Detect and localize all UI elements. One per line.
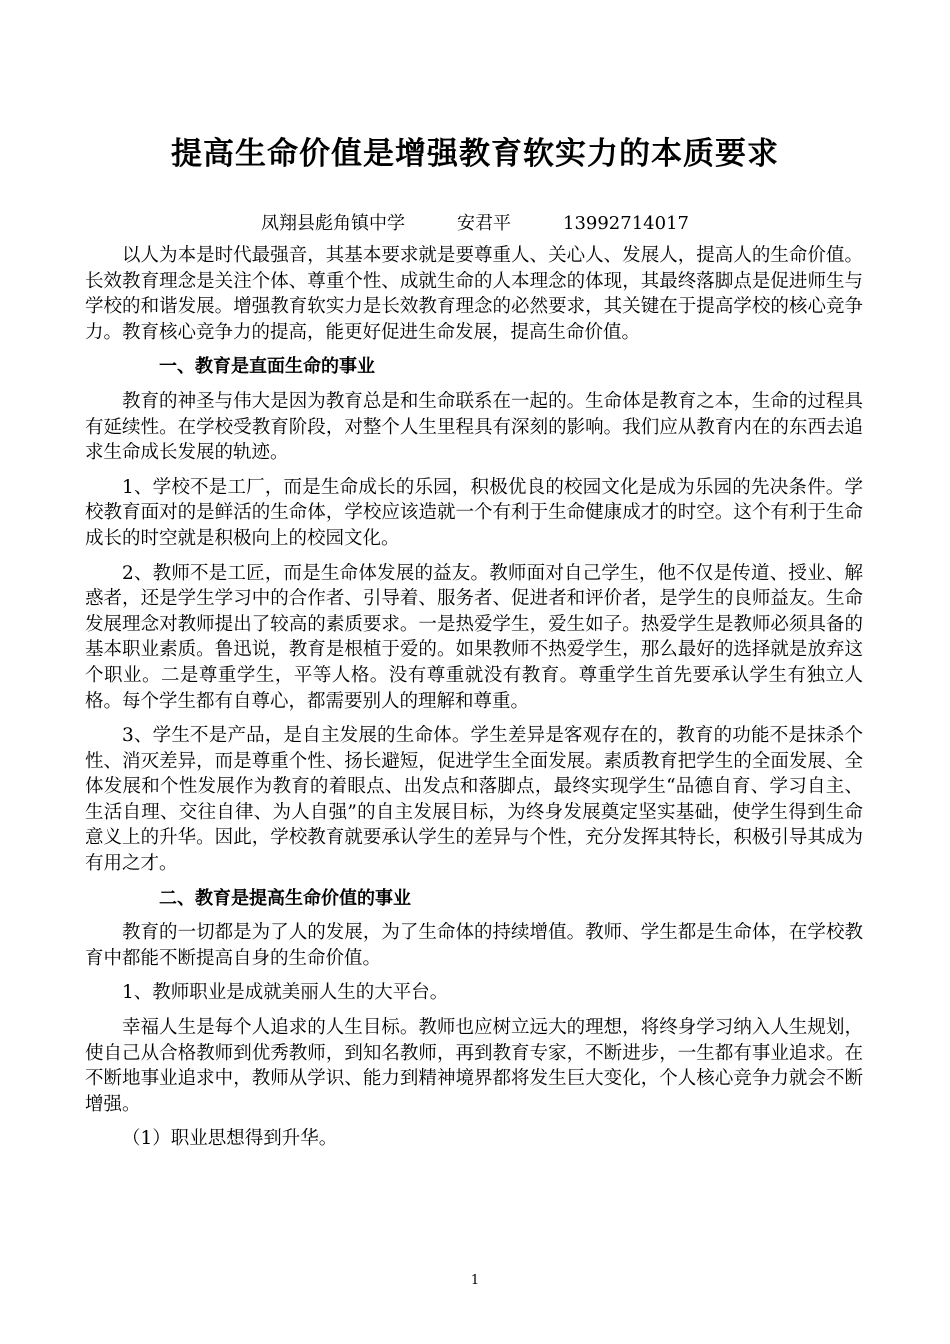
paragraph-intro: 以人为本是时代最强音，其基本要求就是要尊重人、关心人、发展人，提高人的生命价值。长效教育理念是关注个体、尊重个性、成就生命的人本理念的体现，其最终落脚点是促进师生与学校的和谐发展。增强教育软实力是长效教育理念的必然要求，其关键在于提高学校的核心竞争力。教育核心竞争力的提高，能更好促进生命发展，提高生命价值。 <box>85 245 863 343</box>
byline-phone: 13992714017 <box>563 213 689 234</box>
paragraph: 幸福人生是每个人追求的人生目标。教师也应树立远大的理想，将终身学习纳入人生规划，使自己从合格教师到优秀教师，到知名教师，再到教育专家，不断进步，一生都有事业追求。在不断地事业追求中，教师从学识、能力到精神境界都将发生巨大变化，个人核心竞争力就会不断增强。 <box>85 1017 863 1115</box>
page-number: 1 <box>470 1273 480 1288</box>
paragraph: （1）职业思想得到升华。 <box>122 1128 338 1150</box>
section-heading-2: 二、教育是提高生命价值的事业 <box>159 887 411 909</box>
paragraph: 3、学生不是产品，是自主发展的生命体。学生差异是客观存在的，教育的功能不是抹杀个性、消灭差异，而是尊重个性、扬长避短，促进学生全面发展。素质教育把学生的全面发展、全体发展和个性发展作为教育的着眼点、出发点和落脚点，最终实现学生“品德自育、学习自主、生活自理、交往自律、为人自强”的自主发展目标，为终身发展奠定坚实基础，使学生得到生命意义上的升华。因此，学校教育就要承认学生的差异与个性，充分发挥其特长，积极引导其成为有用之才。 <box>85 725 863 875</box>
paragraph: 1、学校不是工厂，而是生命成长的乐园，积极优良的校园文化是成为乐园的先决条件。学校教育面对的是鲜活的生命体，学校应该造就一个有利于生命健康成才的时空。这个有利于生命成长的时空就是积极向上的校园文化。 <box>85 476 863 549</box>
section-heading-1: 一、教育是直面生命的事业 <box>159 356 375 378</box>
byline <box>0 209 950 235</box>
paragraph: 2、教师不是工匠，而是生命体发展的益友。教师面对自己学生，他不仅是传道、授业、解惑者，还是学生学习中的合作者、引导着、服务者、促进者和评价者，是学生的良师益友。生命发展理念对教师提出了较高的素质要求。一是热爱学生，爱生如子。热爱学生是教师必须具备的基本职业素质。鲁迅说，教育是根植于爱的。如果教师不热爱学生，那么最好的选择就是放弃这个职业。二是尊重学生，平等人格。没有尊重就没有教育。尊重学生首先要承认学生有独立人格。每个学生都有自尊心，都需要别人的理解和尊重。 <box>85 562 863 712</box>
byline-author: 安君平 <box>457 213 511 234</box>
byline-school: 凤翔县彪角镇中学 <box>261 213 405 234</box>
paragraph: 教育的神圣与伟大是因为教育总是和生命联系在一起的。生命体是教育之本，生命的过程具有延续性。在学校受教育阶段，对整个人生里程具有深刻的影响。我们应从教育内在的东西去追求生命成长发展的轨迹。 <box>85 390 863 464</box>
document-body <box>85 243 863 1161</box>
paragraph: 教育的一切都是为了人的发展，为了生命体的持续增值。教师、学生都是生命体，在学校教育中都能不断提高自身的生命价值。 <box>85 922 863 969</box>
paragraph: 1、教师职业是成就美丽人生的大平台。 <box>122 982 449 1004</box>
document-title: 提高生命价值是增强教育软实力的本质要求 <box>171 136 779 172</box>
